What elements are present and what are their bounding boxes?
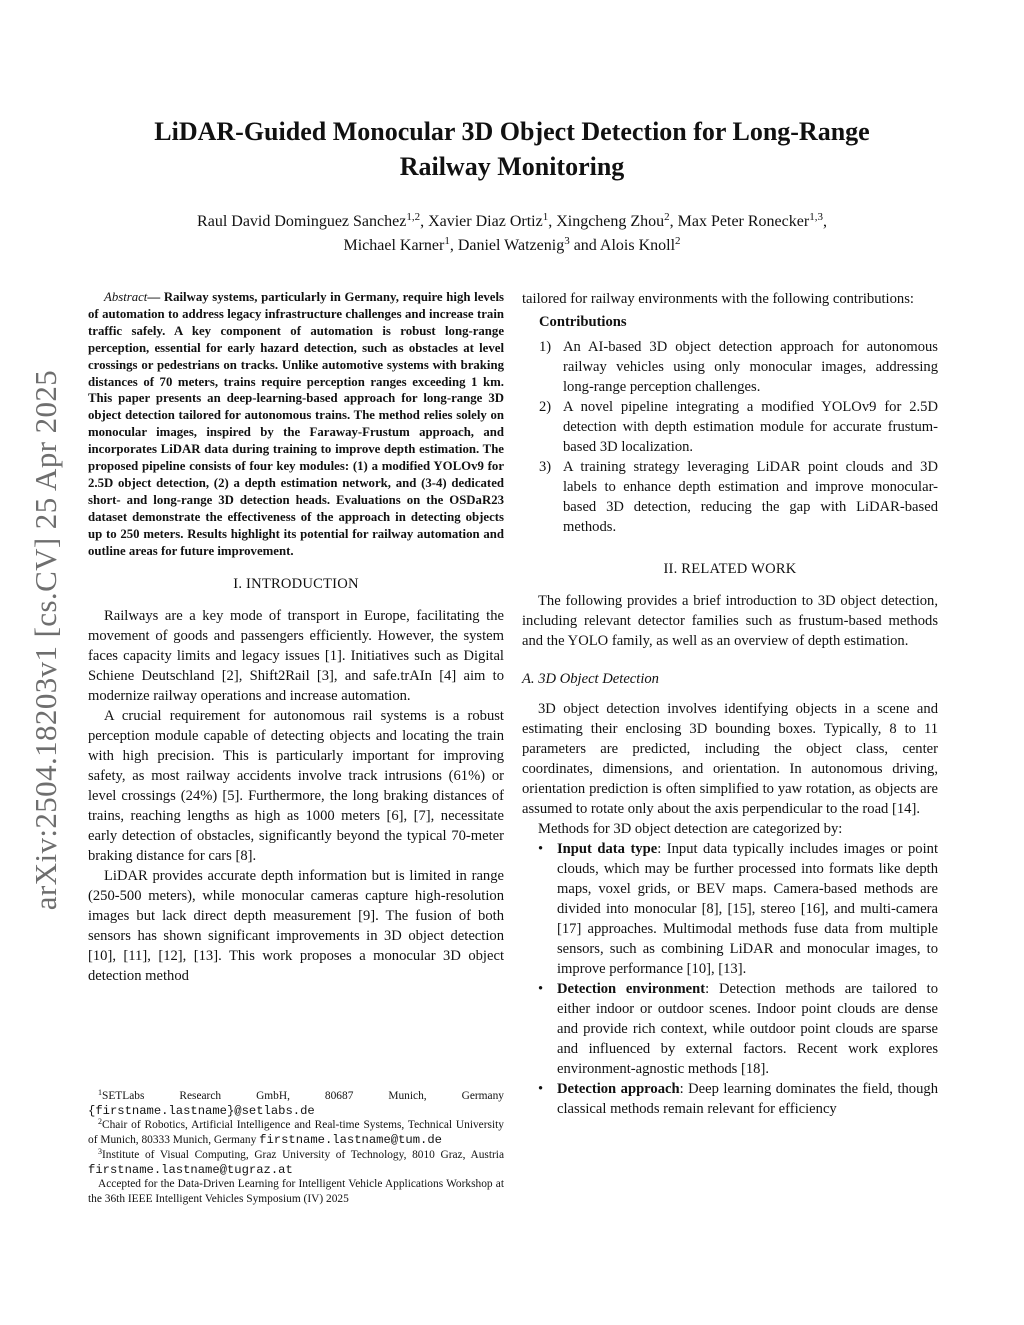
list-number: 3): [539, 459, 552, 475]
list-item-text: An AI-based 3D object detection approach for autonomous railway vehicles using only monocular images, addressing long-range perception challenges.: [563, 339, 938, 395]
email-address: {firstname.lastname}@setlabs.de: [88, 1103, 315, 1118]
bullet-term: Detection approach: [557, 1081, 680, 1097]
author-separator: ,: [669, 213, 678, 230]
title-line-2: Railway Monitoring: [399, 152, 625, 181]
bullet-icon: •: [538, 1081, 544, 1097]
bullet-term: Detection environment: [557, 981, 706, 997]
author-affiliation: 1: [542, 211, 549, 223]
section-heading-related-work: II. RELATED WORK: [663, 561, 797, 577]
author-separator: and: [569, 237, 600, 254]
abstract-text: Railway systems, particularly in Germany, require high levels of automation to address legacy infrastructure challenges and increase train traffic safely. A key component of automation is robust long-range perception, essential for early hazard detection, such as obstacles at level crossings or pedestrians on tracks. Unlike automotive systems with braking distances of 70 meters, trains require perception ranges exceeding 1 km. This paper presents an deep-learning-based approach for long-range 3D object detection tailored for autonomous trains. The method relies solely on monocular images, inspired by the Faraway-Frustum approach, and incorporates LiDAR data during training to improve depth estimation. The proposed pipeline consists of four key modules: (1) a modified YOLOv9 for 2.5D object detection, (2) a depth estimation network, and (3-4) dedicated short- and long-range 3D detection heads. Evaluations on the OSDaR23 dataset demonstrate the effectiveness of the approach in detecting objects up to 250 meters. Results highlight its potential for railway automation and outline areas for future improvement.: [88, 290, 504, 558]
list-item: [522, 979, 938, 1079]
author-affiliation: 1,2: [406, 211, 421, 223]
title-line-1: LiDAR-Guided Monocular 3D Object Detection for Long-Range: [154, 117, 870, 146]
author-affiliation: 1: [444, 235, 450, 247]
author-affiliation: 3: [564, 235, 570, 247]
list-item: [522, 337, 938, 397]
footnote-text: Institute of Visual Computing, Graz University of Technology, 8010 Graz, Austria: [102, 1148, 504, 1161]
author-name: Daniel Watzenig: [457, 237, 565, 254]
bullet-icon: •: [538, 981, 544, 997]
related-paragraph: The following provides a brief introduction to 3D object detection, including relevant detector families such as frustum-based methods and the YOLO family, as well as an overview of depth estimation.: [522, 593, 938, 649]
author-list: [110, 210, 914, 258]
email-address: firstname.lastname@tugraz.at: [88, 1162, 293, 1177]
od-paragraph-2: Methods for 3D object detection are categorized by:: [538, 821, 843, 837]
contributions-list: [522, 337, 938, 537]
author-name: Xavier Diaz Ortiz: [428, 213, 543, 230]
intro-paragraph-3: LiDAR provides accurate depth information but is limited in range (250-500 meters), while monocular cameras capture high-resolution images but lack direct depth measurement [9]. The fusion of both sensors has shown significant improvements in 3D object detection [10], [11], [12], [13]. This work proposes a monocular 3D object detection method: [88, 867, 504, 984]
author-separator: ,: [822, 213, 827, 230]
author-name: Xingcheng Zhou: [556, 213, 665, 230]
bullet-term: Input data type: [557, 841, 658, 857]
section-heading-introduction: I. INTRODUCTION: [233, 575, 359, 592]
author-affiliation: 1,3: [809, 211, 823, 223]
intro-paragraph-1: Railways are a key mode of transport in Europe, facilitating the movement of goods and passengers efficiently. However, the system faces capacity limits and legacy issues [1]. Initiatives such as Digital Schiene Deutschland [2], Shift2Rail [3], and safe.trAIn [4] aim to modernize railway operations and increase automation.: [88, 607, 504, 704]
footnote-2: [88, 1118, 504, 1147]
list-number: 1): [539, 339, 552, 355]
footnote-text: SETLabs Research GmbH, 80687 Munich, Germany: [102, 1090, 504, 1102]
subsection-heading-3d-object-detection: A. 3D Object Detection: [522, 671, 659, 687]
author-name: Raul David Dominguez Sanchez: [197, 213, 407, 230]
footnote-text: Chair of Robotics, Artificial Intelligence and Real-time Systems, Technical University of Munich, 80333 Munich, Germany: [88, 1119, 504, 1147]
list-number: 2): [539, 399, 552, 415]
bullet-text: : Detection methods are tailored to either indoor or outdoor scenes. Indoor point clouds are dense and provide rich context, while outdoor point clouds are sparse and influenced by external factors. Recent work explores environment-agnostic methods [18].: [557, 981, 938, 1077]
abstract-dash: —: [147, 290, 164, 304]
list-item: [522, 457, 938, 537]
acceptance-note: Accepted for the Data-Driven Learning for Intelligent Vehicle Applications Workshop at the 36th IEEE Intelligent Vehicles Symposium (IV) 2025: [88, 1178, 504, 1205]
categories-list: [522, 839, 938, 1119]
author-separator: ,: [548, 213, 557, 230]
bullet-text: : Input data typically includes images or point clouds, which may be further processed into formats like depth maps, voxel grids, or BEV maps. Camera-based methods are divided into monocular [8], [15], stereo [16], and multi-camera [17] approaches. Multimodal methods fuse data from multiple sensors, such as combining LiDAR and monocular images, to improve performance [10], [13].: [557, 841, 938, 977]
author-name: Max Peter Ronecker: [677, 213, 810, 230]
footnote-1: [88, 1089, 504, 1118]
footnote-mark: 1: [98, 1088, 102, 1097]
bullet-icon: •: [538, 841, 544, 857]
footnote-3: [88, 1148, 504, 1177]
list-item: [522, 839, 938, 979]
intro-continuation: tailored for railway environments with the following contributions:: [522, 291, 914, 307]
author-affiliation: 2: [675, 235, 681, 247]
author-name: Michael Karner: [343, 237, 445, 254]
left-column: [88, 289, 504, 986]
list-item-text: A novel pipeline integrating a modified YOLOv9 for 2.5D detection with depth estimation module for accurate frustum-based 3D localization.: [563, 399, 938, 455]
bullet-text: : Deep learning dominates the field, though classical methods remain relevant for efficiency: [557, 1081, 938, 1117]
right-column: [522, 289, 938, 1119]
author-line-2: [110, 234, 914, 258]
paper-title: [110, 114, 914, 184]
author-line-1: [110, 210, 914, 234]
abstract-label: Abstract: [104, 290, 148, 304]
list-item: [522, 397, 938, 457]
footnote-mark: 3: [98, 1146, 102, 1156]
author-separator: ,: [449, 237, 458, 254]
od-paragraph-1: 3D object detection involves identifying objects in a scene and estimating their enclosing 3D bounding boxes. Typically, 8 to 11 parameters are predicted, including the object class, center coordinates, dimensions, and orientation. In autonomous driving, orientation prediction is often simplified to yaw rotation, as objects are assumed to rotate only about the axis perpendicular to the road [14].: [522, 701, 938, 817]
footnotes: [88, 1089, 504, 1207]
footnote-mark: 2: [98, 1117, 102, 1127]
author-name: Alois Knoll: [599, 237, 676, 254]
arxiv-side-label: arXiv:2504.18203v1 [cs.CV] 25 Apr 2025: [28, 369, 63, 911]
intro-paragraph-2: A crucial requirement for autonomous rail systems is a robust perception module capable of detecting objects and locating the train with high precision. This is particularly important for improving safety, as most railway accidents involve track intrusions (61%) or level crossings (24%) [5]. Furthermore, the long braking distances of trains, reaching lengths as high as 1000 meters [6], [7], necessitate early detection of obstacles, significantly beyond the typical 70-meter braking distance for cars [8].: [88, 707, 504, 864]
author-affiliation: 2: [664, 211, 670, 223]
list-item-text: A training strategy leveraging LiDAR point clouds and 3D labels to enhance depth estimation and improve monocular-based 3D detection, reducing the gap with LiDAR-based methods.: [563, 459, 938, 535]
author-separator: ,: [420, 213, 429, 230]
contributions-title: Contributions: [539, 314, 627, 330]
email-address: firstname.lastname@tum.de: [259, 1133, 442, 1148]
abstract: [88, 289, 504, 560]
list-item: [522, 1079, 938, 1119]
